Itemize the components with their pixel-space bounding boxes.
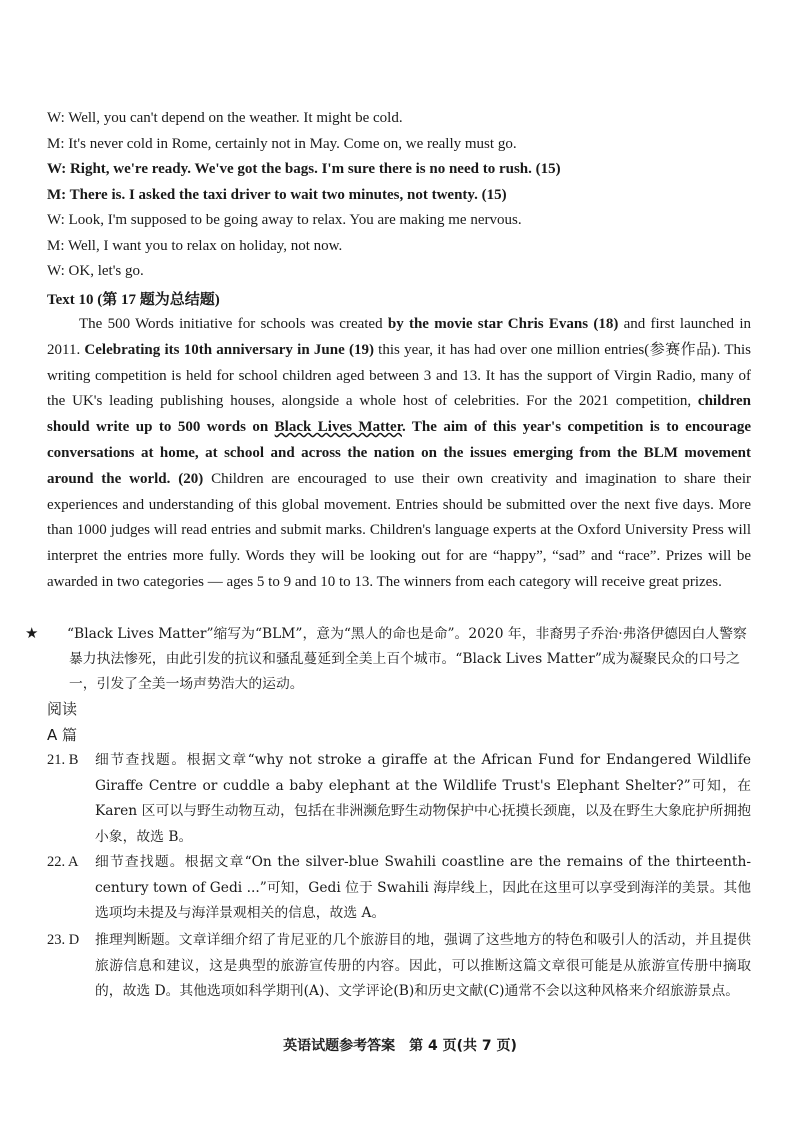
answer-number: 23. D [47,932,80,948]
answer-item [47,748,751,850]
blm-footnote: ★ “Black Lives Matter”缩写为“BLM”，意为“黑人的命也是命”。2020 年，非裔男子乔治·弗洛伊德因白人警察暴力执法惨死，由此引发的抗议和骚乱蔓延到全美上百个城市。“Black Lives Matter”成为凝聚民众的口号之一，引发了全美一场声势浩大的运动。 [47,621,751,697]
answer-item [47,928,751,1005]
dialogue-line: M: Well, I want you to relax on holiday, not now. [47,238,343,254]
page-footer: 英语试题参考答案 第 4 页(共 7 页) [283,1038,517,1054]
star-icon: ★ [25,624,39,642]
answer-number: 21. B [47,752,79,768]
answer-explanation: 细节查找题。根据文章“On the silver-blue Swahili coastline are the remains of the thirteenth-century town of Gedi ...”可知，Gedi 位于 Swahili 海岸线上，因此在这里可以享受到海洋的美景。其他选项均未提及与海洋景观相关的信息，故选 A。 [95,854,751,921]
subsection-title: A 篇 [47,726,78,744]
dialogue-line: W: Well, you can't depend on the weather. It might be cold. [47,110,403,126]
answer-item [47,850,751,927]
answer-explanation: 细节查找题。根据文章“why not stroke a giraffe at the African Fund for Endangered Wildlife Giraffe Centre or cuddle a baby elephant at the Wildlife Trust's Elephant Shelter?”可知，在 Karen 区可以与野生动物互动，包括在非洲濒危野生动物保护中心抚摸长颈鹿，以及在野生大象庇护所拥抱小象，故选 B。 [95,752,751,845]
dialogue-line: W: Look, I'm supposed to be going away to relax. You are making me nervous. [47,212,522,228]
blm-underlined-term: Black Lives Matter [274,419,402,436]
dialogue-line-answer: M: There is. I asked the taxi driver to wait two minutes, not twenty. (15) [47,187,507,203]
text10-paragraph: The 500 Words initiative for schools was created by the movie star Chris Evans (18) and first launched in 2011. Celebrating its 10th anniversary in June (19) this year, it has had over one million entries(参赛作品). This writing competition is held for school children aged between 3 and 13. It has the support of Virgin Radio, many of the UK's leading publishing houses, alongside a whole host of celebrities. For the 2021 competition, children should write up to 500 words on Black Lives Matter. The aim of this year's competition is to encourage conversations at home, at school and across the nation on the issues emerging from the BLM movement around the world. (20) Children are encouraged to use their own creativity and imagination to share their experiences and understanding of this global movement. Entries should be submitted over the next five days. More than 1000 judges will read entries and submit marks. Children's language experts at the Oxford University Press will interpret the entries more fully. Words they will be looking out for are “happy”, “sad” and “race”. Prizes will be awarded in two categories — ages 5 to 9 and 10 to 13. The winners from each category will receive great prizes. [47,316,751,590]
answer-number: 22. A [47,854,79,870]
dialogue-line: M: It's never cold in Rome, certainly not in May. Come on, we really must go. [47,136,517,152]
dialogue-line-answer: W: Right, we're ready. We've got the bags. I'm sure there is no need to rush. (15) [47,161,561,177]
section-title: 阅读 [47,700,78,718]
text10-heading: Text 10 (第 17 题为总结题) [47,292,220,308]
dialogue-line: W: OK, let's go. [47,263,144,279]
answer-explanation: 推理判断题。文章详细介绍了肯尼亚的几个旅游目的地，强调了这些地方的特色和吸引人的活动，并且提供旅游信息和建议，这是典型的旅游宣传册的内容。因此，可以推断这篇文章很可能是从旅游宣传册中摘取的，故选 D。其他选项如科学期刊(A)、文学评论(B)和历史文献(C)通常不会以这种风格来介绍旅游景点。 [95,932,751,999]
